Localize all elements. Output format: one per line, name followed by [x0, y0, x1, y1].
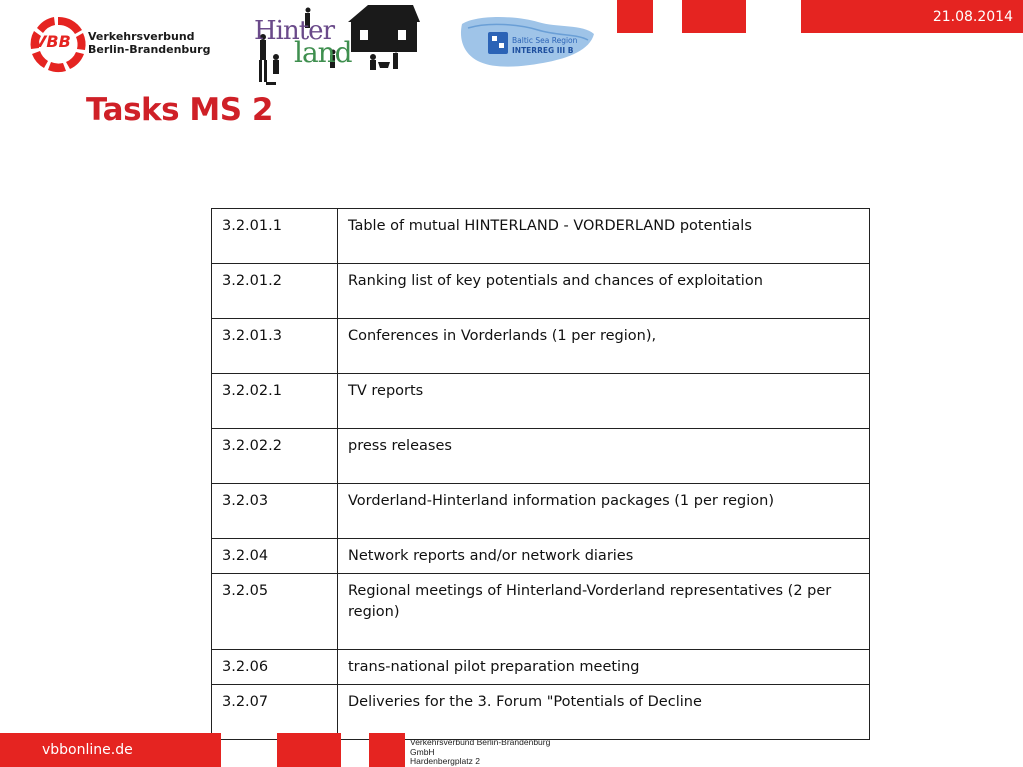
- vbb-logo-line2: Berlin-Brandenburg: [88, 43, 211, 56]
- table-row: [212, 319, 870, 374]
- task-code: 3.2.02.2: [212, 429, 338, 484]
- table-row: [212, 374, 870, 429]
- task-code: 3.2.03: [212, 484, 338, 539]
- footer-address-line3: Hardenbergplatz 2: [410, 756, 480, 766]
- task-description: Vorderland-Hinterland information packages (1 per region): [338, 484, 870, 539]
- vbb-mark-text: VBB: [34, 32, 71, 51]
- task-description: Table of mutual HINTERLAND - VORDERLAND potentials: [338, 209, 870, 264]
- task-description: Network reports and/or network diaries: [338, 539, 870, 574]
- task-code: 3.2.02.1: [212, 374, 338, 429]
- footer-address-line1: Verkehrsverbund Berlin-Brandenburg: [410, 737, 551, 747]
- task-code: 3.2.05: [212, 574, 338, 650]
- header-date: 21.08.2014: [932, 8, 1013, 25]
- table-row: [212, 264, 870, 319]
- footer-block-1: [277, 733, 341, 767]
- page-title: Tasks MS 2: [86, 92, 273, 128]
- table-row: [212, 685, 870, 740]
- tasks-table: [211, 208, 870, 740]
- table-row: [212, 574, 870, 650]
- table-row: [212, 209, 870, 264]
- baltic-logo-line2: INTERREG III B: [512, 46, 574, 55]
- baltic-logo-line1: Baltic Sea Region: [512, 36, 578, 45]
- footer-address-line2: GmbH: [410, 746, 435, 757]
- footer-website-text[interactable]: vbbonline.de: [42, 742, 133, 758]
- task-code: 3.2.01.3: [212, 319, 338, 374]
- footer-website[interactable]: [0, 733, 221, 767]
- table-row: [212, 539, 870, 574]
- task-description: Conferences in Vorderlands (1 per region),: [338, 319, 870, 374]
- task-description: press releases: [338, 429, 870, 484]
- vbb-logo-letters: [34, 32, 71, 51]
- vbb-logo-line1: Verkehrsverbund: [88, 30, 195, 43]
- date-bar: [801, 0, 1023, 33]
- task-description: Regional meetings of Hinterland-Vorderland representatives (2 per region): [338, 574, 870, 650]
- footer-address: [410, 738, 550, 767]
- vbb-logo-text: [88, 30, 210, 56]
- footer-block-2: [369, 733, 405, 767]
- hinterland-word-1: Hinter: [254, 16, 334, 46]
- task-code: 3.2.04: [212, 539, 338, 574]
- task-description: Ranking list of key potentials and chances of exploitation: [338, 264, 870, 319]
- task-code: 3.2.06: [212, 650, 338, 685]
- task-description: trans-national pilot preparation meeting: [338, 650, 870, 685]
- top-block-1: [617, 0, 653, 33]
- hinterland-word-2: land: [294, 36, 352, 69]
- top-block-2: [682, 0, 746, 33]
- table-row: [212, 484, 870, 539]
- table-row: [212, 650, 870, 685]
- baltic-logo-text: [512, 36, 577, 56]
- task-description: Deliveries for the 3. Forum "Potentials of Decline: [338, 685, 870, 740]
- table-row: [212, 429, 870, 484]
- task-description: TV reports: [338, 374, 870, 429]
- task-code: 3.2.07: [212, 685, 338, 740]
- task-code: 3.2.01.1: [212, 209, 338, 264]
- task-code: 3.2.01.2: [212, 264, 338, 319]
